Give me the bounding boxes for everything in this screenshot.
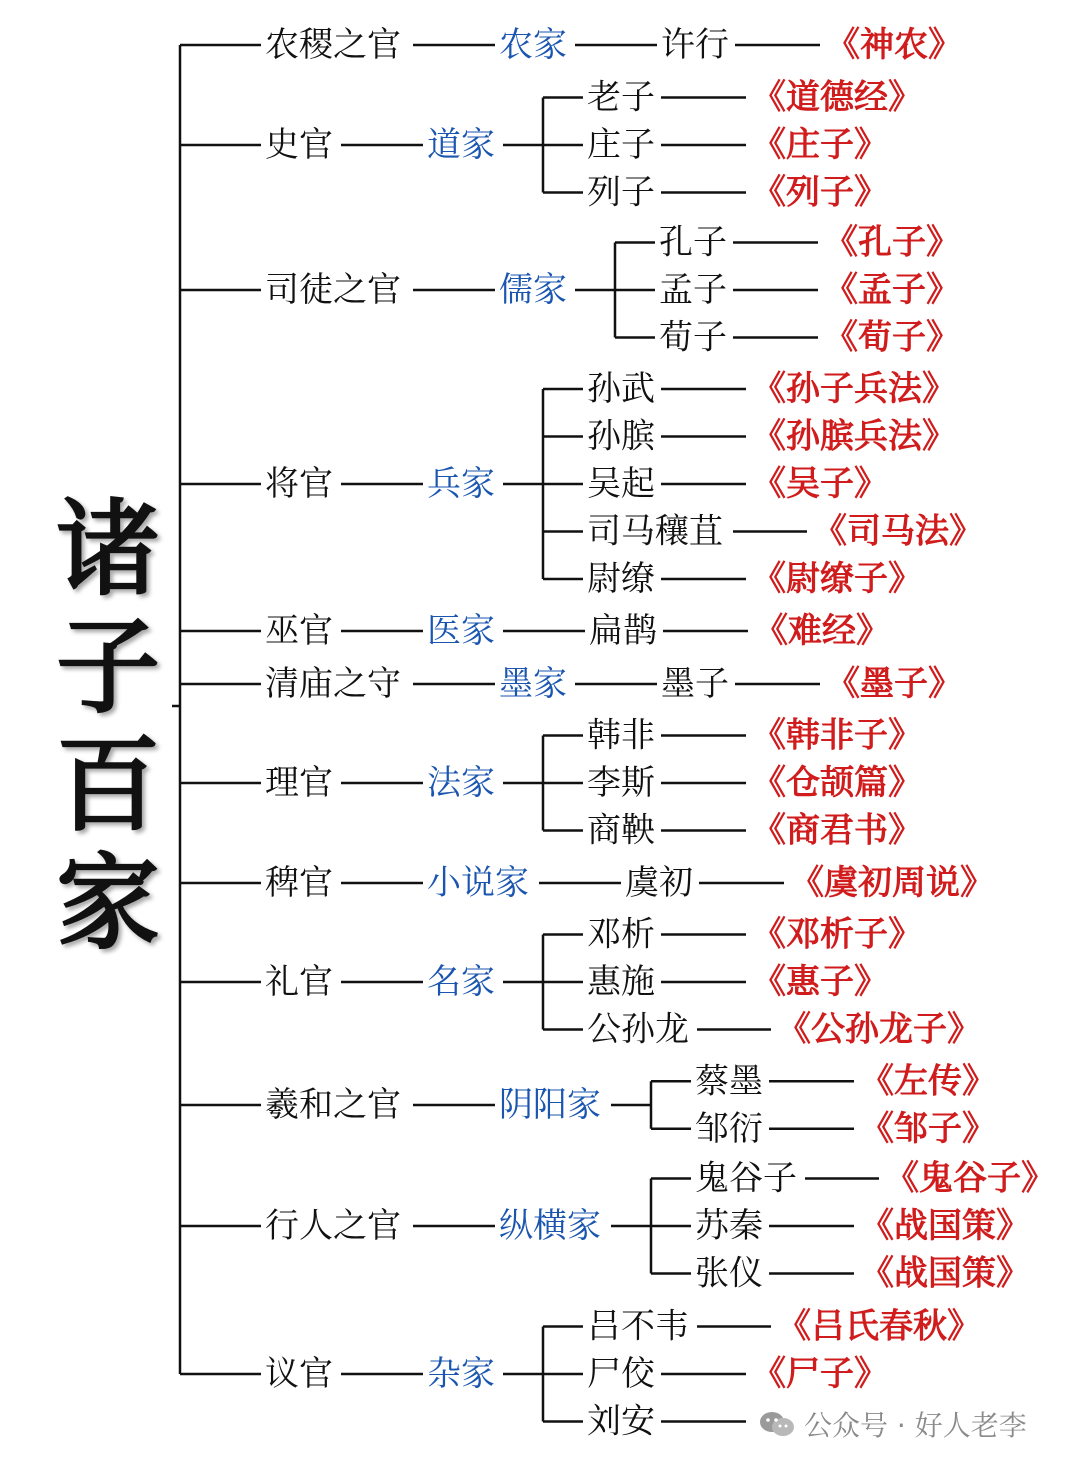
- book-title: 《尉缭子》: [752, 559, 922, 599]
- book-title: 《墨子》: [826, 664, 962, 704]
- book-title: 《道德经》: [752, 77, 922, 118]
- official-label: 礼官: [265, 962, 333, 1002]
- person-name: 蔡墨: [695, 1061, 763, 1102]
- person-name: 商鞅: [587, 810, 655, 851]
- person-name: 吴起: [587, 464, 655, 504]
- school-label: 兵家: [427, 464, 495, 504]
- person-name: 韩非: [587, 715, 655, 756]
- official-label: 农稷之官: [265, 25, 401, 65]
- person-name: 列子: [587, 172, 655, 213]
- person-name: 许行: [661, 25, 729, 65]
- person-name: 孟子: [659, 270, 727, 310]
- book-title: 《战国策》: [860, 1253, 1030, 1294]
- book-title: 《孟子》: [824, 270, 960, 310]
- book-title: 《虞初周说》: [790, 863, 994, 903]
- book-title: 《荀子》: [824, 317, 960, 358]
- school-label: 法家: [427, 763, 495, 803]
- book-title: 《尸子》: [752, 1354, 888, 1394]
- school-label: 墨家: [499, 664, 567, 704]
- person-name: 孙膑: [587, 416, 655, 457]
- person-name: 邓析: [587, 914, 655, 955]
- book-title: 《公孙龙子》: [777, 1009, 981, 1050]
- book-title: 《孙膑兵法》: [752, 416, 956, 457]
- school-label: 名家: [427, 962, 495, 1002]
- person-name: 李斯: [587, 763, 655, 803]
- school-label: 儒家: [499, 270, 567, 310]
- title-char: 子: [55, 605, 160, 728]
- title-char: 家: [55, 841, 160, 964]
- book-title: 《惠子》: [752, 962, 888, 1002]
- person-name: 吕不韦: [587, 1306, 689, 1347]
- book-title: 《仓颉篇》: [752, 763, 922, 803]
- person-name: 孔子: [659, 222, 727, 263]
- official-label: 史官: [265, 125, 333, 165]
- official-label: 将官: [265, 464, 333, 504]
- person-name: 惠施: [587, 962, 655, 1002]
- person-name: 鬼谷子: [695, 1158, 797, 1199]
- book-title: 《孔子》: [824, 222, 960, 263]
- school-label: 纵横家: [499, 1206, 601, 1246]
- school-label: 阴阳家: [499, 1085, 601, 1125]
- school-label: 医家: [427, 611, 495, 651]
- book-title: 《庄子》: [752, 125, 888, 165]
- official-label: 司徒之官: [265, 270, 401, 310]
- book-title: 《难经》: [754, 611, 890, 651]
- title-char: 百: [55, 723, 160, 846]
- watermark: [758, 1404, 1027, 1444]
- title-char: 诸: [55, 487, 160, 610]
- book-title: 《左传》: [860, 1061, 996, 1102]
- book-title: 《韩非子》: [752, 715, 922, 756]
- person-name: 扁鹊: [589, 611, 657, 651]
- book-title: 《列子》: [752, 172, 888, 213]
- person-name: 墨子: [661, 664, 729, 704]
- book-title: 《邓析子》: [752, 914, 922, 955]
- book-title: 《司马法》: [813, 511, 983, 552]
- school-label: 道家: [427, 125, 495, 165]
- person-name: 司马穰苴: [587, 511, 723, 552]
- person-name: 尉缭: [587, 559, 655, 599]
- book-title: 《商君书》: [752, 810, 922, 851]
- person-name: 孙武: [587, 369, 655, 409]
- official-label: 巫官: [265, 611, 333, 651]
- watermark-text: 公众号 · 好人老李: [804, 1409, 1027, 1442]
- person-name: 刘安: [587, 1401, 655, 1442]
- book-title: 《邹子》: [860, 1108, 996, 1149]
- person-name: 虞初: [625, 863, 693, 903]
- person-name: 公孙龙: [587, 1009, 689, 1050]
- official-label: 行人之官: [265, 1206, 401, 1246]
- school-label: 小说家: [427, 863, 529, 903]
- person-name: 荀子: [659, 317, 727, 358]
- book-title: 《孙子兵法》: [752, 369, 956, 409]
- person-name: 尸佼: [587, 1354, 655, 1394]
- book-title: 《神农》: [826, 25, 962, 65]
- school-label: 杂家: [427, 1354, 495, 1394]
- official-label: 议官: [265, 1354, 333, 1394]
- book-title: 《战国策》: [860, 1206, 1030, 1246]
- book-title: 《鬼谷子》: [885, 1158, 1055, 1199]
- wechat-icon: [758, 1409, 796, 1439]
- official-label: 理官: [265, 763, 333, 803]
- book-title: 《吴子》: [752, 464, 888, 504]
- main-title: [48, 487, 168, 964]
- person-name: 张仪: [695, 1253, 763, 1294]
- book-title: 《吕氏春秋》: [777, 1306, 981, 1347]
- official-label: 羲和之官: [265, 1085, 401, 1125]
- official-label: 稗官: [265, 863, 333, 903]
- person-name: 邹衍: [695, 1108, 763, 1149]
- person-name: 老子: [587, 77, 655, 118]
- person-name: 苏秦: [695, 1206, 763, 1246]
- school-label: 农家: [499, 25, 567, 65]
- person-name: 庄子: [587, 125, 655, 165]
- official-label: 清庙之守: [265, 664, 401, 704]
